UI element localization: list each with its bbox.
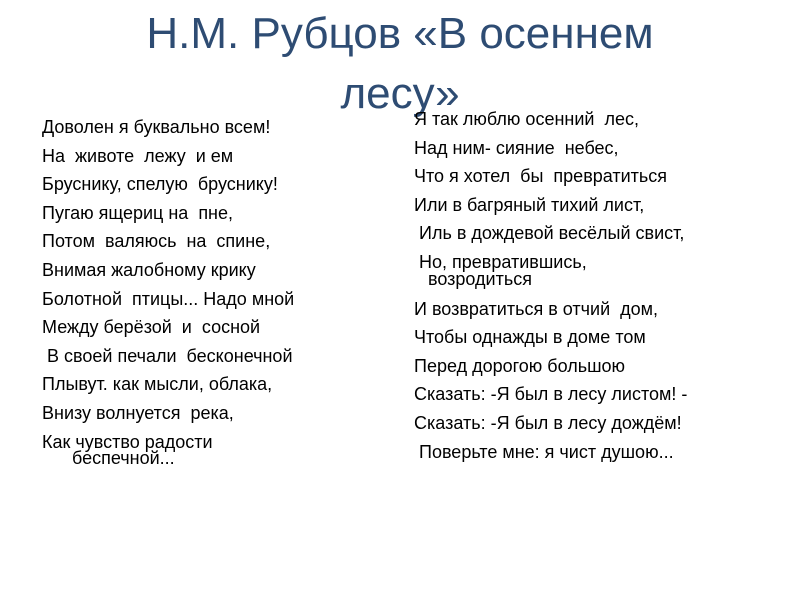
poem-line: Что я хотел бы превратиться — [414, 166, 668, 187]
poem-line: Поверьте мне: я чист душою... — [414, 441, 674, 462]
poem-line-continuation: беспечной... — [72, 448, 175, 469]
poem-line: Плывут. как мысли, облака, — [42, 374, 273, 395]
poem-line: В своей печали бесконечной — [42, 345, 293, 366]
poem-line: Как чувство радости — [42, 431, 213, 452]
poem-line: Внизу волнуется река, — [42, 402, 234, 423]
poem-line: И возвратиться в отчий дом, — [414, 298, 659, 319]
poem-line: Чтобы однажды в доме том — [414, 327, 646, 348]
poem-right-column — [414, 105, 774, 466]
poem-line: Над ним- сияние небес, — [414, 137, 619, 158]
poem-line: Болотной птицы... Надо мной — [42, 288, 295, 309]
poem-line: Или в багряный тихий лист, — [414, 194, 645, 215]
title-line-2: лесу» — [340, 69, 460, 118]
poem-line: Но, превратившись, — [414, 251, 587, 272]
poem-line: Иль в дождевой весёлый свист, — [414, 223, 685, 244]
poem-line-continuation: возродиться — [428, 268, 532, 289]
poem-left-column — [42, 113, 382, 474]
poem-line: Сказать: -Я был в лесу дождём! — [414, 412, 682, 433]
poem-line: Бруснику, спелую бруснику! — [42, 174, 278, 195]
poem-line: Доволен я буквально всем! — [42, 117, 271, 137]
poem-line: Перед дорогою большою — [414, 355, 626, 376]
poem-line: На животе лежу и ем — [42, 145, 234, 166]
poem-line: Сказать: -Я был в лесу листом! - — [414, 384, 688, 405]
poem-line: Внимая жалобному крику — [42, 259, 256, 280]
poem-line: Я так люблю осенний лес, — [414, 109, 639, 129]
poem-line: Пугаю ящериц на пне, — [42, 202, 234, 223]
title-line-1: Н.М. Рубцов «В осеннем — [146, 9, 654, 58]
poem-line: Между берёзой и сосной — [42, 317, 261, 338]
poem-line: Потом валяюсь на спине, — [42, 231, 271, 252]
